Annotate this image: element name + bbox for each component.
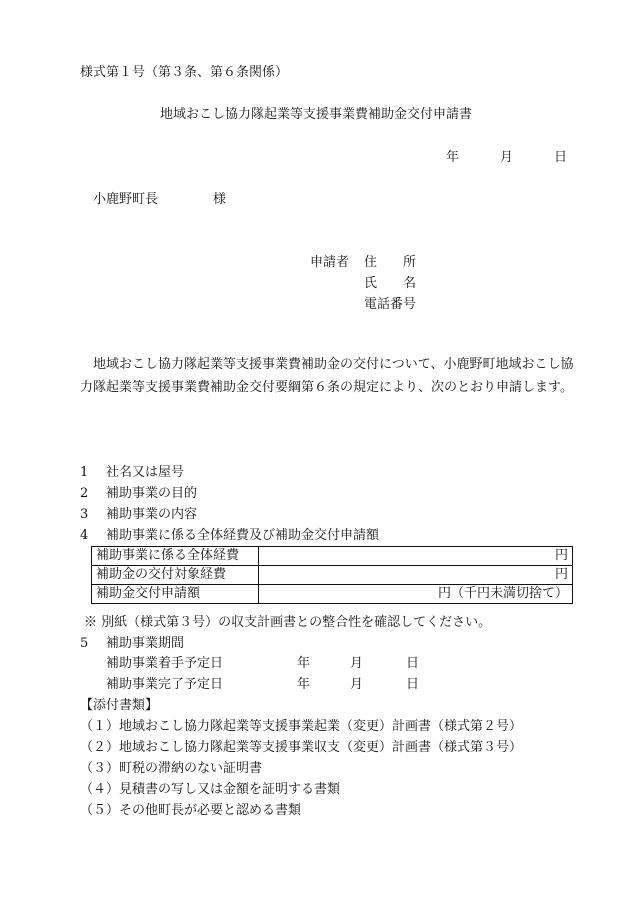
application-statement: 地域おこし協力隊起業等支援事業費補助金の交付について、小鹿野町地域おこし協力隊起業等支援事業費補助金交付要綱第６条の規定により、次のとおり申請します。	[80, 357, 574, 395]
applicant-name-label: 氏 名	[364, 276, 417, 291]
item-number: 3	[80, 507, 89, 522]
item-number: 4	[80, 528, 89, 543]
attachment-item: （２）地域おこし協力隊起業等支援事業収支（変更）計画書（様式第３号）	[80, 740, 523, 755]
cost-row-value-field[interactable]: 円	[259, 566, 573, 585]
addressee-honorific: 様	[213, 192, 227, 207]
item-company-name-label: 社名又は屋号	[106, 465, 185, 480]
attachment-item: （３）町税の滞納のない証明書	[80, 761, 263, 776]
form-number: 様式第１号（第３条、第６条関係）	[80, 65, 289, 80]
start-year-label: 年	[297, 656, 311, 671]
start-date-label: 補助事業着手予定日	[106, 656, 224, 671]
addressee-name: 小鹿野町長	[93, 192, 159, 207]
end-month-label: 月	[350, 677, 364, 692]
date-year-label: 年	[446, 150, 460, 165]
item-number: 2	[80, 486, 89, 501]
attachment-item: （５）その他町長が必要と認める書類	[80, 803, 302, 818]
item-content-label: 補助事業の内容	[106, 507, 198, 522]
item-number: 5	[80, 636, 89, 651]
table-row	[92, 585, 573, 604]
cost-row-value-field[interactable]: 円（千円未満切捨て）	[259, 585, 573, 604]
document-title: 地域おこし協力隊起業等支援事業費補助金交付申請書	[160, 107, 473, 122]
cost-table	[91, 546, 573, 604]
cost-row-value-field[interactable]: 円	[259, 547, 573, 566]
attachment-item: （１）地域おこし協力隊起業等支援事業起業（変更）計画書（様式第２号）	[80, 719, 523, 734]
table-row	[92, 547, 573, 566]
date-day-label: 日	[554, 150, 568, 165]
item-purpose-label: 補助事業の目的	[106, 486, 198, 501]
item-cost-label: 補助事業に係る全体経費及び補助金交付申請額	[106, 528, 380, 543]
attachment-item: （４）見積書の写し又は金額を証明する書類	[80, 782, 341, 797]
applicant-label: 申請者	[310, 255, 350, 270]
item-number: 1	[80, 465, 89, 480]
date-month-label: 月	[500, 150, 514, 165]
item-period-label: 補助事業期間	[106, 636, 185, 651]
end-year-label: 年	[297, 677, 311, 692]
table-row	[92, 566, 573, 585]
cost-row-label: 補助事業に係る全体経費	[92, 547, 259, 566]
attachments-heading: 【添付書類】	[80, 698, 159, 713]
applicant-address-label: 住 所	[364, 255, 417, 270]
cost-row-label: 補助金の交付対象経費	[92, 566, 259, 585]
applicant-phone-label: 電話番号	[364, 297, 417, 312]
start-month-label: 月	[350, 656, 364, 671]
start-day-label: 日	[406, 656, 420, 671]
cost-row-label: 補助金交付申請額	[92, 585, 259, 604]
end-day-label: 日	[406, 677, 420, 692]
consistency-note: ※ 別紙（様式第３号）の収支計画書との整合性を確認してください。	[84, 615, 492, 630]
end-date-label: 補助事業完了予定日	[106, 677, 224, 692]
